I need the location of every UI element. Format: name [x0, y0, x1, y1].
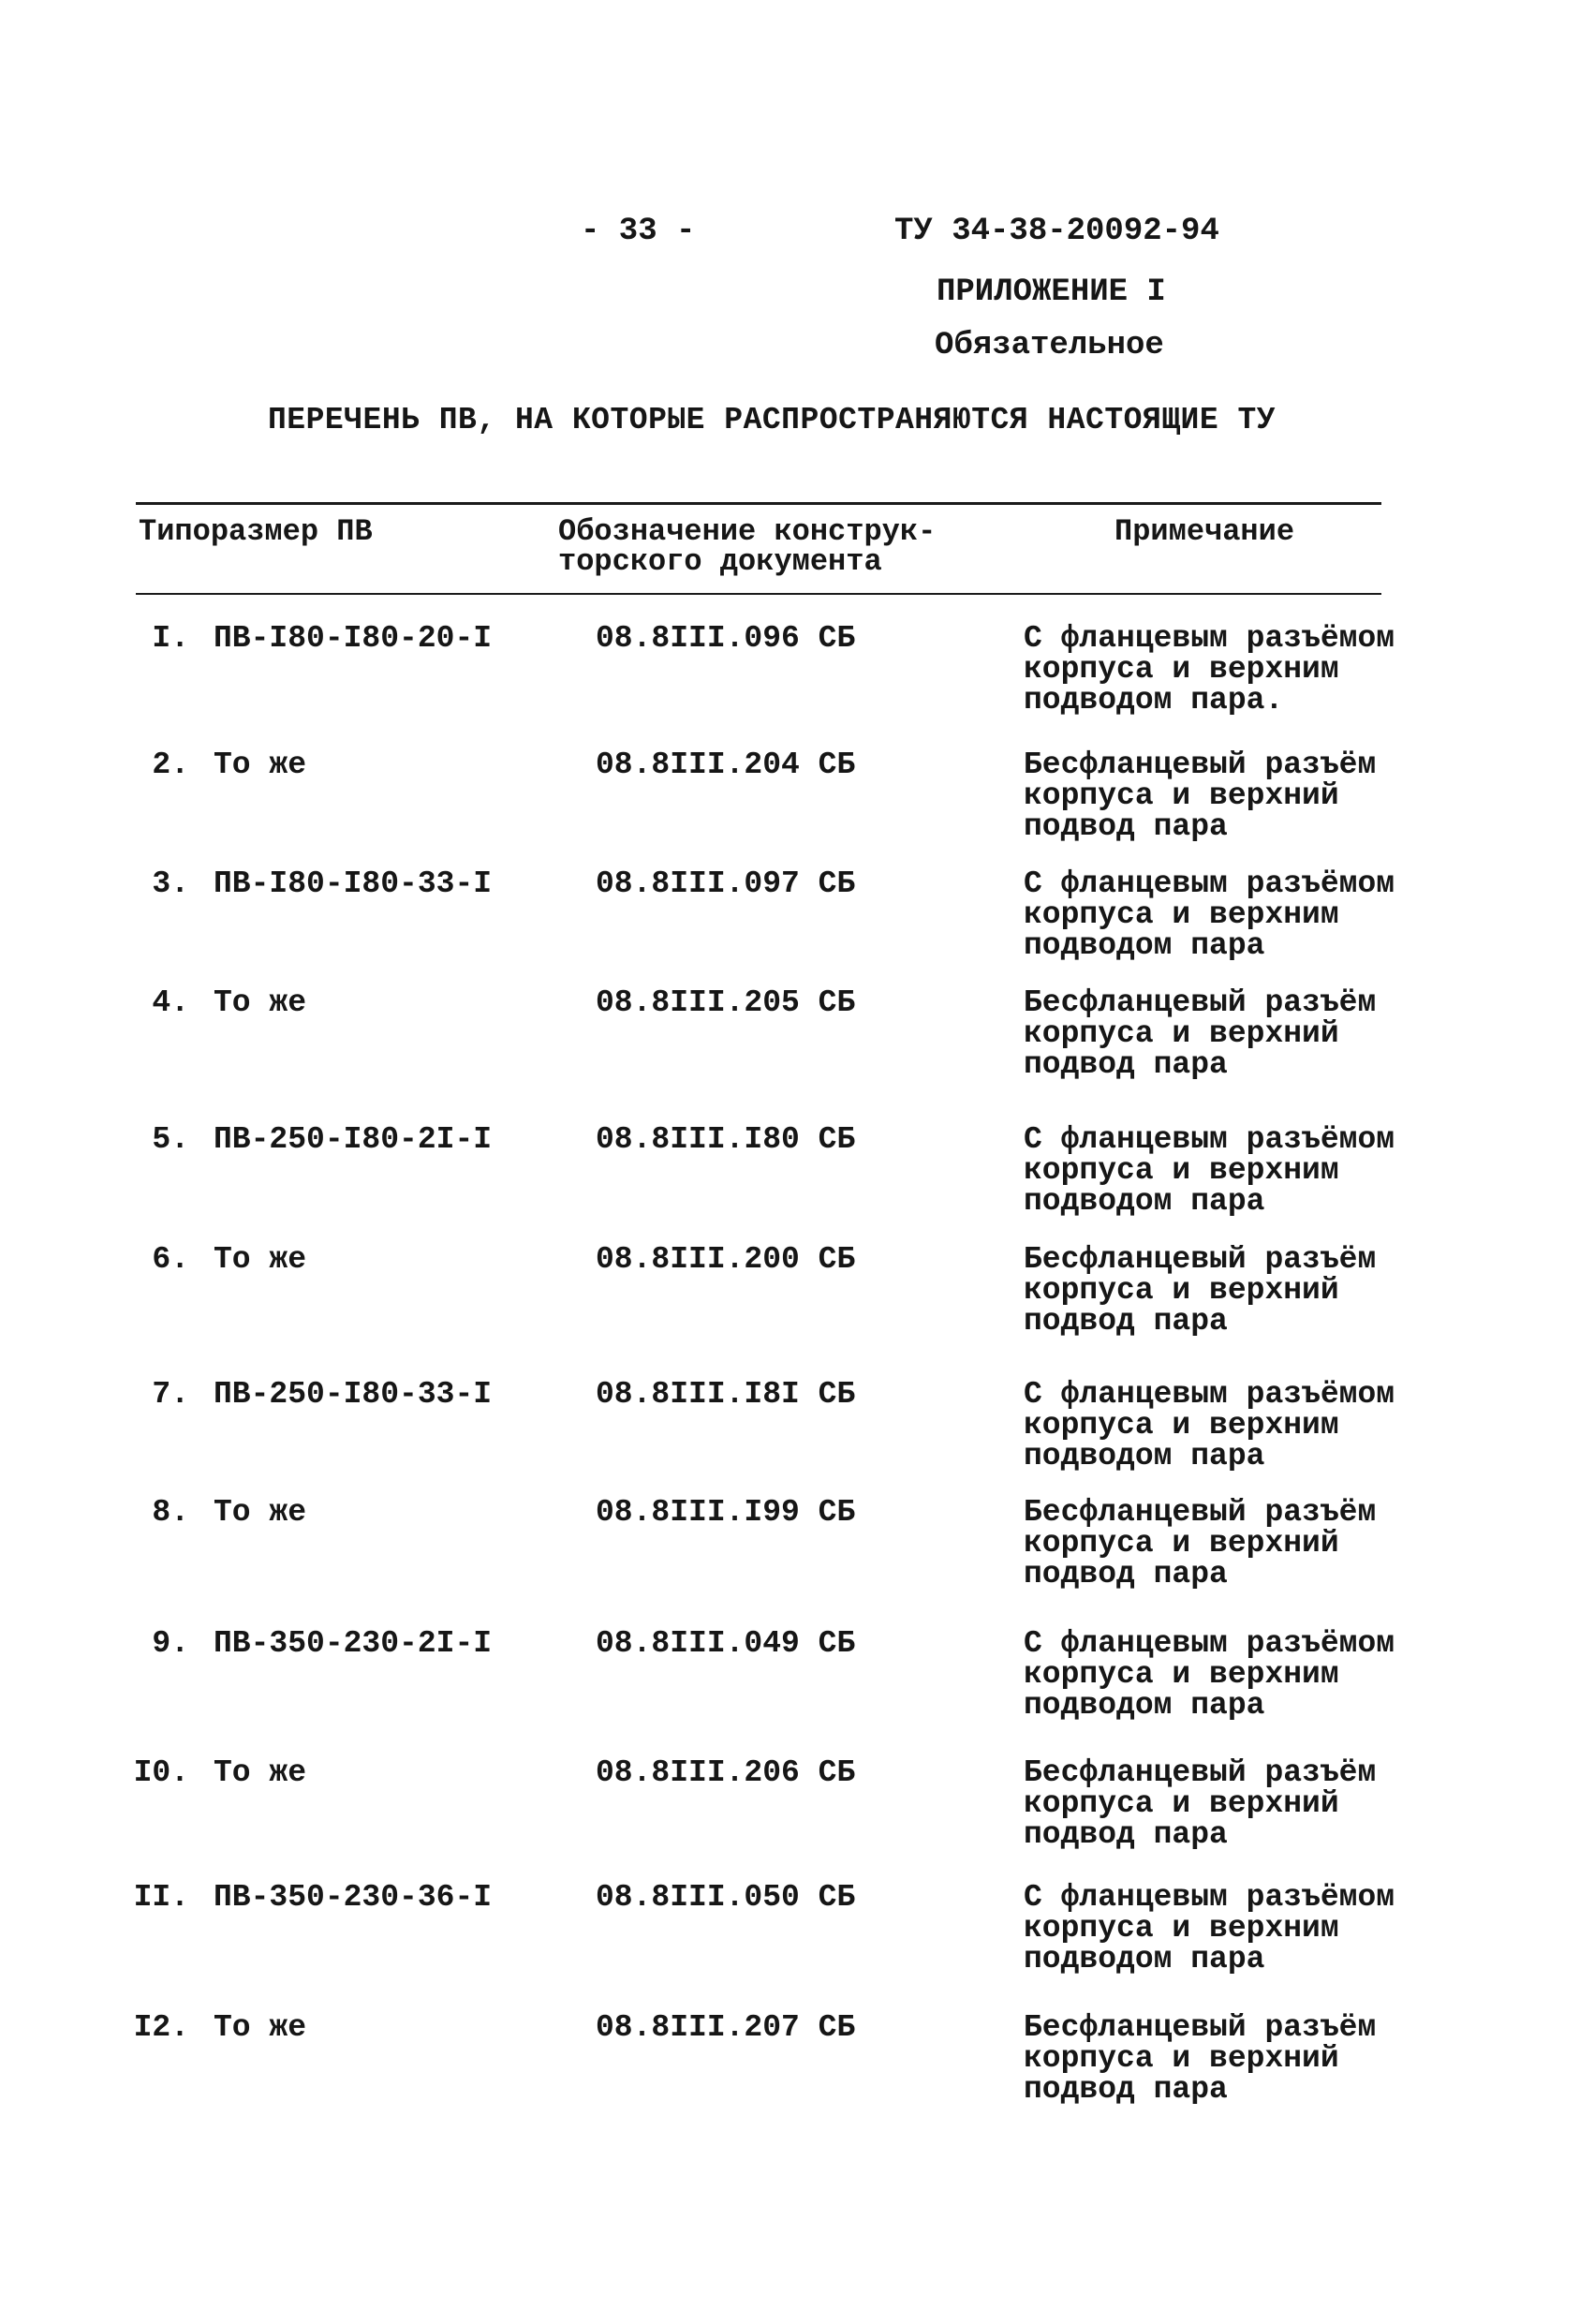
row-note-line: Бесфланцевый разъём: [1024, 1495, 1377, 1530]
row-note-line: подвод пара: [1024, 1817, 1228, 1852]
document-title: ПЕРЕЧЕНЬ ПВ, НА КОТОРЫЕ РАСПРОСТРАНЯЮТСЯ НАСТОЯЩИЕ ТУ: [268, 403, 1277, 437]
row-number: 9.: [152, 1626, 189, 1661]
table-row: [0, 1882, 1594, 2004]
row-note-line: подводом пара: [1024, 928, 1265, 963]
appendix-label: ПРИЛОЖЕНИЕ I: [937, 274, 1166, 310]
row-number: II.: [133, 1880, 189, 1915]
row-type-size: То же: [214, 748, 307, 782]
row-document-designation: 08.8III.200 СБ: [596, 1242, 856, 1277]
row-note-line: корпуса и верхним: [1024, 1657, 1339, 1692]
table-row: [0, 1757, 1594, 1879]
table-row: [0, 1244, 1594, 1366]
row-document-designation: 08.8III.050 СБ: [596, 1880, 856, 1915]
row-number: I0.: [133, 1755, 189, 1790]
row-type-size: То же: [214, 1755, 307, 1790]
row-note: [1024, 1124, 1417, 1217]
row-note-line: Бесфланцевый разъём: [1024, 1755, 1377, 1790]
row-note-line: подводом пара: [1024, 1184, 1265, 1219]
row-document-designation: 08.8III.I8I СБ: [596, 1377, 856, 1412]
column-header-document-line1: Обозначение конструк-: [558, 514, 937, 549]
row-note: [1024, 868, 1417, 961]
table-row: [0, 987, 1594, 1109]
table-row: [0, 623, 1594, 745]
row-note-line: Бесфланцевый разъём: [1024, 1242, 1377, 1277]
row-type-size: То же: [214, 2010, 307, 2045]
row-note-line: корпуса и верхний: [1024, 1526, 1339, 1561]
row-document-designation: 08.8III.049 СБ: [596, 1626, 856, 1661]
row-type-size: ПВ-350-230-2I-I: [214, 1626, 493, 1661]
row-note-line: корпуса и верхним: [1024, 1911, 1339, 1946]
column-header-note: Примечание: [1114, 514, 1295, 549]
row-note-line: корпуса и верхним: [1024, 897, 1339, 932]
row-note-line: подвод пара: [1024, 1557, 1228, 1591]
row-note-line: корпуса и верхний: [1024, 1786, 1339, 1821]
row-document-designation: 08.8III.I99 СБ: [596, 1495, 856, 1530]
row-note-line: подводом пара: [1024, 1439, 1265, 1473]
row-note-line: корпуса и верхним: [1024, 1153, 1339, 1188]
row-note: [1024, 987, 1417, 1080]
table-top-rule: [136, 502, 1381, 505]
row-type-size: ПВ-250-I80-33-I: [214, 1377, 493, 1412]
row-note: [1024, 2012, 1417, 2105]
row-note-line: корпуса и верхний: [1024, 1273, 1339, 1308]
row-note-line: корпуса и верхним: [1024, 652, 1339, 687]
row-note-line: подвод пара: [1024, 1047, 1228, 1082]
row-note-line: Бесфланцевый разъём: [1024, 2010, 1377, 2045]
row-number: 8.: [152, 1495, 189, 1530]
row-number: 4.: [152, 985, 189, 1020]
table-header-rule: [136, 593, 1381, 595]
row-note-line: С фланцевым разъёмом: [1024, 1626, 1395, 1661]
row-number: 6.: [152, 1242, 189, 1277]
row-document-designation: 08.8III.204 СБ: [596, 748, 856, 782]
row-note-line: корпуса и верхний: [1024, 2041, 1339, 2076]
row-type-size: То же: [214, 1495, 307, 1530]
row-document-designation: 08.8III.096 СБ: [596, 621, 856, 656]
row-note: [1024, 1882, 1417, 1975]
row-note-line: С фланцевым разъёмом: [1024, 1122, 1395, 1157]
row-note-line: корпуса и верхний: [1024, 1016, 1339, 1051]
row-number: I2.: [133, 2010, 189, 2045]
row-note-line: корпуса и верхний: [1024, 778, 1339, 813]
table-row: [0, 749, 1594, 871]
row-note-line: подвод пара: [1024, 809, 1228, 844]
table-row: [0, 868, 1594, 990]
appendix-status: Обязательное: [935, 328, 1164, 363]
row-document-designation: 08.8III.206 СБ: [596, 1755, 856, 1790]
table-row: [0, 1497, 1594, 1619]
row-note: [1024, 1757, 1417, 1850]
column-header-document: [558, 514, 937, 579]
row-type-size: ПВ-I80-I80-33-I: [214, 866, 493, 901]
document-code: ТУ 34-38-20092-94: [894, 214, 1219, 249]
row-note: [1024, 1379, 1417, 1472]
row-document-designation: 08.8III.I80 СБ: [596, 1122, 856, 1157]
row-type-size: То же: [214, 985, 307, 1020]
row-note-line: подводом пара: [1024, 1942, 1265, 1976]
row-note-line: С фланцевым разъёмом: [1024, 621, 1395, 656]
row-type-size: ПВ-250-I80-2I-I: [214, 1122, 493, 1157]
table-row: [0, 1124, 1594, 1246]
row-number: 7.: [152, 1377, 189, 1412]
row-note-line: подводом пара: [1024, 1688, 1265, 1723]
row-note: [1024, 1244, 1417, 1337]
row-type-size: ПВ-I80-I80-20-I: [214, 621, 493, 656]
row-note-line: Бесфланцевый разъём: [1024, 985, 1377, 1020]
row-note-line: Бесфланцевый разъём: [1024, 748, 1377, 782]
row-number: I.: [152, 621, 189, 656]
table-row: [0, 2012, 1594, 2134]
row-document-designation: 08.8III.207 СБ: [596, 2010, 856, 2045]
row-note: [1024, 623, 1417, 716]
row-type-size: То же: [214, 1242, 307, 1277]
row-note-line: подвод пара: [1024, 2072, 1228, 2107]
row-note: [1024, 1497, 1417, 1590]
row-note-line: С фланцевым разъёмом: [1024, 866, 1395, 901]
row-note-line: корпуса и верхним: [1024, 1408, 1339, 1443]
row-note-line: С фланцевым разъёмом: [1024, 1880, 1395, 1915]
row-note-line: подводом пара.: [1024, 683, 1284, 718]
row-document-designation: 08.8III.205 СБ: [596, 985, 856, 1020]
column-header-size: Типоразмер ПВ: [139, 514, 373, 549]
row-number: 2.: [152, 748, 189, 782]
row-number: 5.: [152, 1122, 189, 1157]
row-number: 3.: [152, 866, 189, 901]
row-note-line: подвод пара: [1024, 1304, 1228, 1339]
row-type-size: ПВ-350-230-36-I: [214, 1880, 493, 1915]
row-note-line: С фланцевым разъёмом: [1024, 1377, 1395, 1412]
row-document-designation: 08.8III.097 СБ: [596, 866, 856, 901]
row-note: [1024, 1628, 1417, 1721]
column-header-document-line2: торского документа: [558, 544, 882, 579]
table-row: [0, 1628, 1594, 1750]
row-note: [1024, 749, 1417, 842]
table-row: [0, 1379, 1594, 1501]
page-number: - 33 -: [581, 214, 696, 249]
